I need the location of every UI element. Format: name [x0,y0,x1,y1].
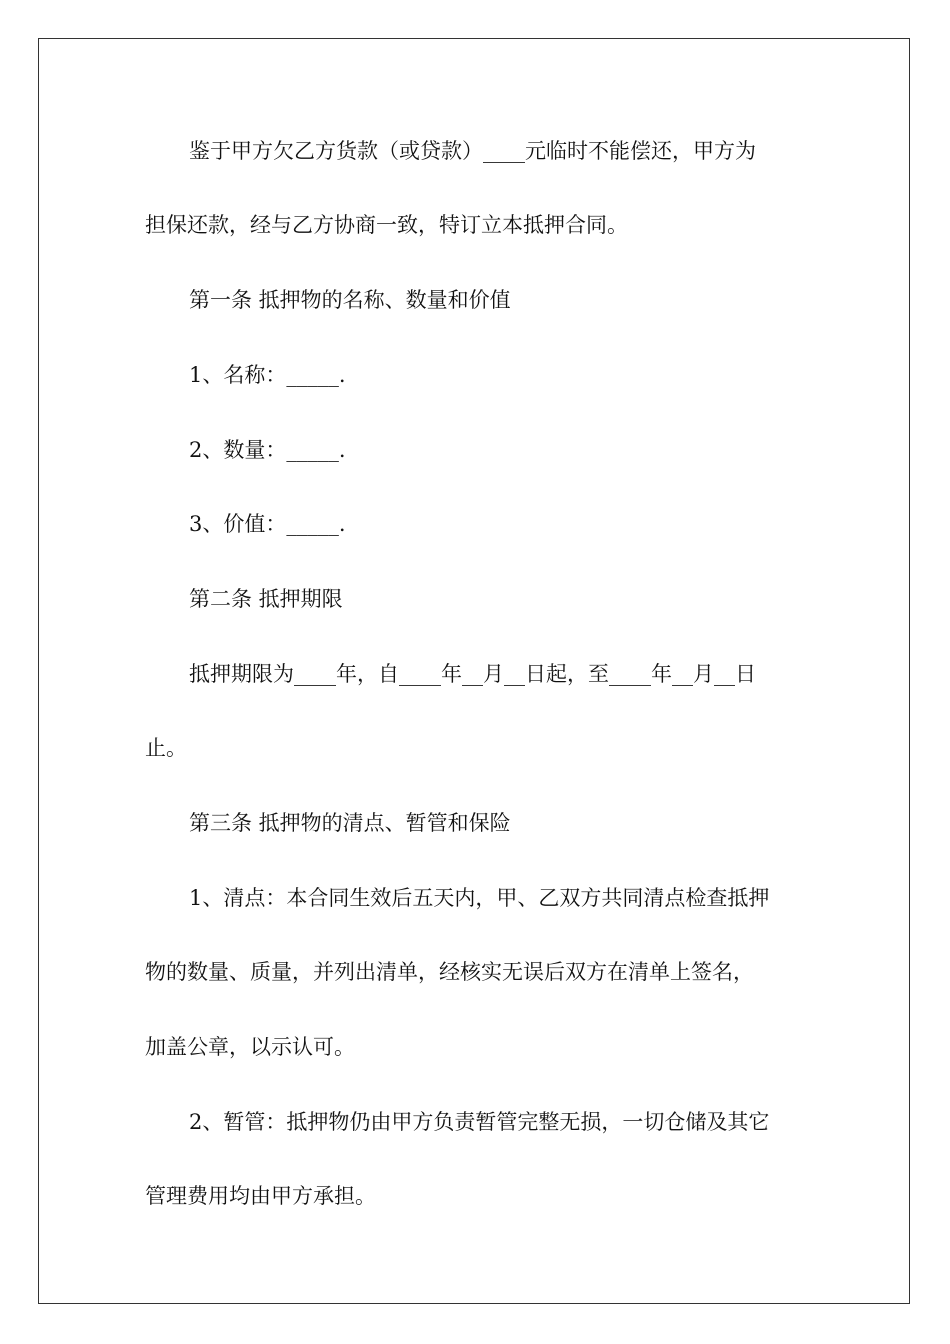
article-3-item-1-line-2: 物的数量、质量，并列出清单，经核实无误后双方在清单上签名， [145,960,754,984]
article-1-item-quantity: 2、数量：_____. [189,438,346,462]
article-2-text-line-1: 抵押期限为____年，自____年__月__日起，至____年__月__日 [189,662,756,686]
article-3-heading: 第三条 抵押物的清点、暂管和保险 [189,811,511,835]
article-1-heading: 第一条 抵押物的名称、数量和价值 [189,288,511,312]
article-1-item-value: 3、价值：_____. [189,512,346,536]
article-2-heading: 第二条 抵押期限 [189,587,343,611]
article-3-item-1-line-1: 1、清点：本合同生效后五天内，甲、乙双方共同清点检查抵押 [189,886,770,910]
paragraph-intro-line-1: 鉴于甲方欠乙方货款（或贷款）____元临时不能偿还，甲方为 [189,139,756,163]
article-3-item-2-line-1: 2、暂管：抵押物仍由甲方负责暂管完整无损，一切仓储及其它 [189,1110,770,1134]
article-3-item-1-line-3: 加盖公章，以示认可。 [145,1035,355,1059]
article-2-text-line-2: 止。 [145,736,187,760]
paragraph-intro-line-2: 担保还款，经与乙方协商一致，特订立本抵押合同。 [145,213,628,237]
article-3-item-2-line-2: 管理费用均由甲方承担。 [145,1184,376,1208]
article-1-item-name: 1、名称：_____. [189,363,346,387]
